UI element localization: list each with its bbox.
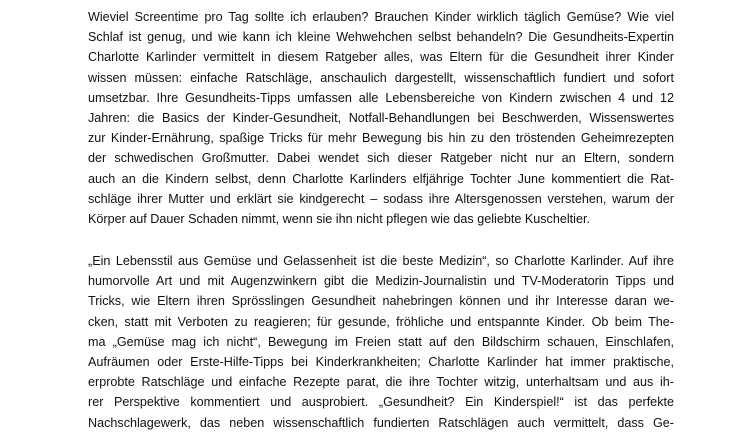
paragraph-2	[88, 251, 674, 433]
text-line: Aufräumen oder Erste-Hilfe-Tipps bei Kinderkrankheiten; Charlotte Karlinder hat immer praktische,	[88, 354, 674, 369]
text-line: umsetzbar. Ihre Gesundheits-Tipps umfassen alle Lebensbereiche von Kindern zwischen 4 und 12	[88, 90, 674, 105]
paragraph-1	[88, 7, 674, 229]
text-line: Tricks, wie Eltern ihren Sprösslingen Gesundheit nahebringen können und ihr Interesse daran we-	[88, 294, 674, 309]
text-line: Körper auf Dauer Schaden nimmt, wenn sie ihn nicht pflegen wie das geliebte Kuscheltier.	[88, 211, 590, 226]
text-line: Jahren: die Basics der Kinder-Gesundheit, Notfall-Behandlungen bei Beschwerden, Wissenswertes	[88, 110, 674, 125]
text-line: auch an die Kindern selbst, denn Charlotte Karlinders elfjährige Tochter June kommentiert die Rat-	[88, 171, 674, 186]
text-line: „Ein Lebensstil aus Gemüse und Gelassenheit ist die beste Medizin“, so Charlotte Karlinder. Auf ihre	[88, 254, 674, 268]
text-line: humorvolle Art und mit Augenzwinkern gibt die Medizin-Journalistin und TV-Moderatorin Tipps und	[88, 274, 674, 289]
text-line: der schwedischen Großmutter. Dabei wendet sich dieser Ratgeber nicht nur an Eltern, sondern	[88, 151, 674, 166]
text-line: erprobte Ratschläge und einfache Rezepte parat, die ihre Tochter witzig, unterhaltsam und aus ih-	[88, 375, 674, 390]
text-line: Charlotte Karlinder vermittelt in diesem Ratgeber alles, was Eltern für die Gesundheit ihrer Kinder	[88, 50, 674, 65]
text-line: wissen müssen: einfache Ratschläge, anschaulich dargestellt, wissenschaftlich fundiert und sofort	[88, 70, 674, 85]
text-line: Schlaf ist genug, und wie kann ich kleine Wehwehchen selbst behandeln? Die Gesundheits-Expertin	[88, 30, 674, 45]
text-line: rer Perspektive kommentiert und ausprobiert. „Gesundheit? Ein Kinderspiel!“ ist das perfekte	[88, 395, 674, 410]
text-line: cken, statt mit Verboten zu reagieren; für gesunde, fröhliche und entspannte Kinder. Ob beim The-	[88, 314, 674, 329]
text-line: Wieviel Screentime pro Tag sollte ich erlauben? Brauchen Kinder wirklich täglich Gemüse? Wie viel	[88, 10, 674, 24]
text-line: ma „Gemüse mag ich nicht“, Bewegung im Freien statt auf den Bildschirm schauen, Einschlafen,	[88, 334, 674, 349]
text-line: zur Kinder-Ernährung, spaßige Tricks für mehr Bewegung bis hin zu den tröstenden Geheimrezepten	[88, 131, 674, 146]
text-line: Nachschlagewerk, das neben wissenschaftlich fundierten Ratschlägen auch vermittelt, dass Ge-	[88, 415, 674, 430]
text-line: schläge ihrer Mutter und erklärt sie kindgerecht – sodass ihre Altersgenossen verstehen, warum der	[88, 191, 674, 206]
